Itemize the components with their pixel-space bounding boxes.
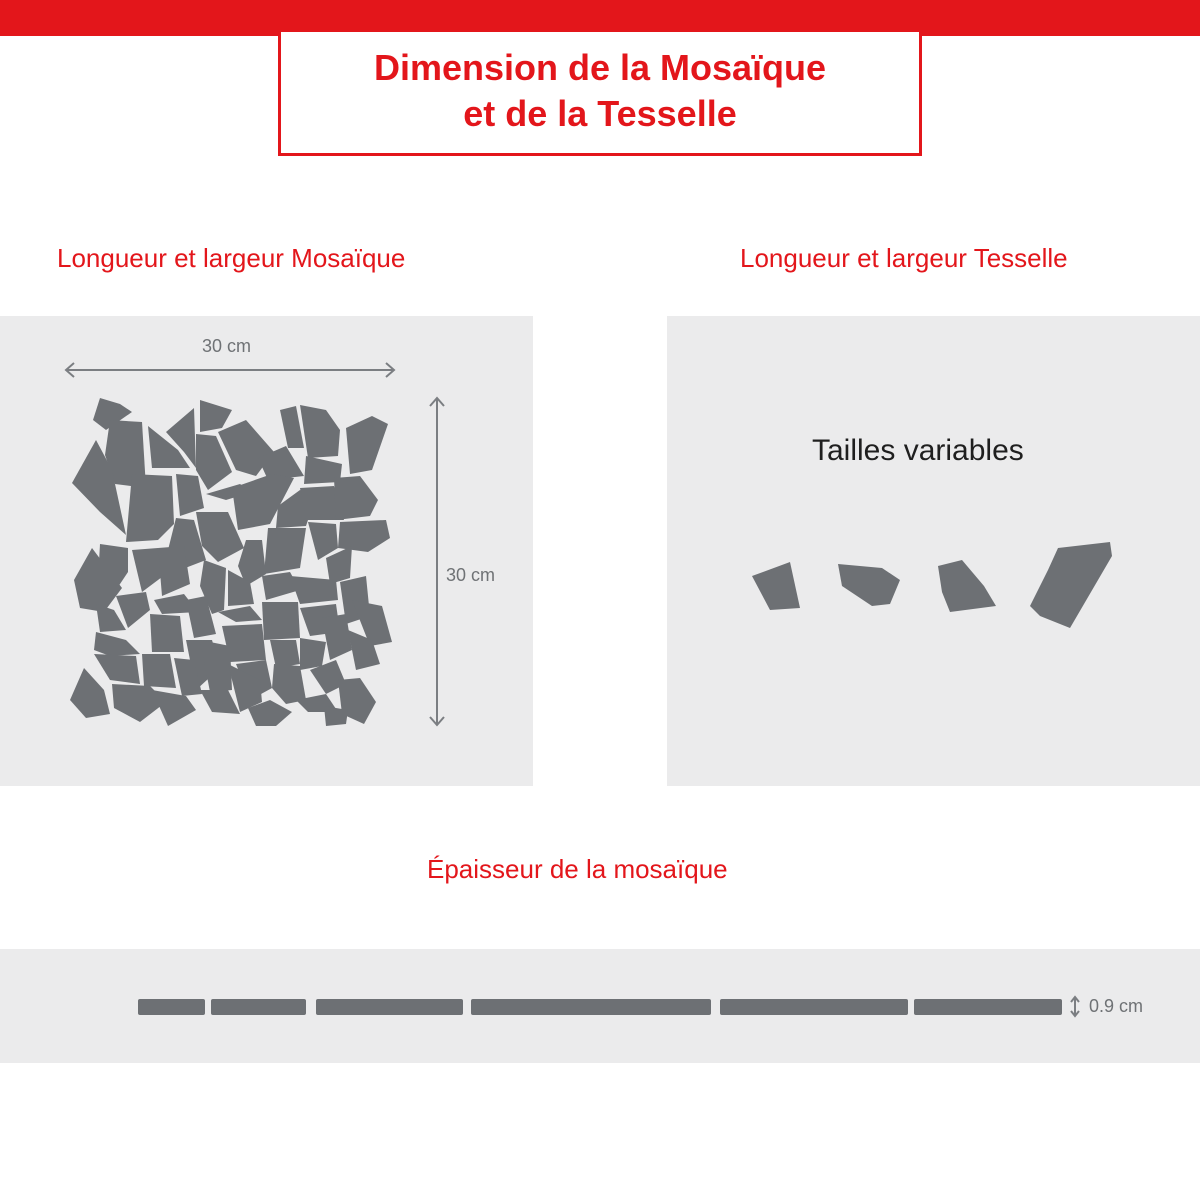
thickness-heading: Épaisseur de la mosaïque — [427, 854, 728, 884]
variable-sizes-caption: Tailles variables — [812, 434, 1024, 467]
mosaic-height-label: 30 cm — [446, 565, 496, 585]
mosaic-dimensions-heading: Longueur et largeur Mosaïque — [57, 243, 406, 273]
page-title-line-2: et de la Tesselle — [463, 93, 737, 134]
thickness-label: 0.9 cm — [1089, 996, 1144, 1016]
tessera-dimensions-heading: Longueur et largeur Tesselle — [740, 243, 1068, 273]
page-title-line-1: Dimension de la Mosaïque — [373, 47, 827, 88]
mosaic-width-label: 30 cm — [202, 336, 252, 356]
